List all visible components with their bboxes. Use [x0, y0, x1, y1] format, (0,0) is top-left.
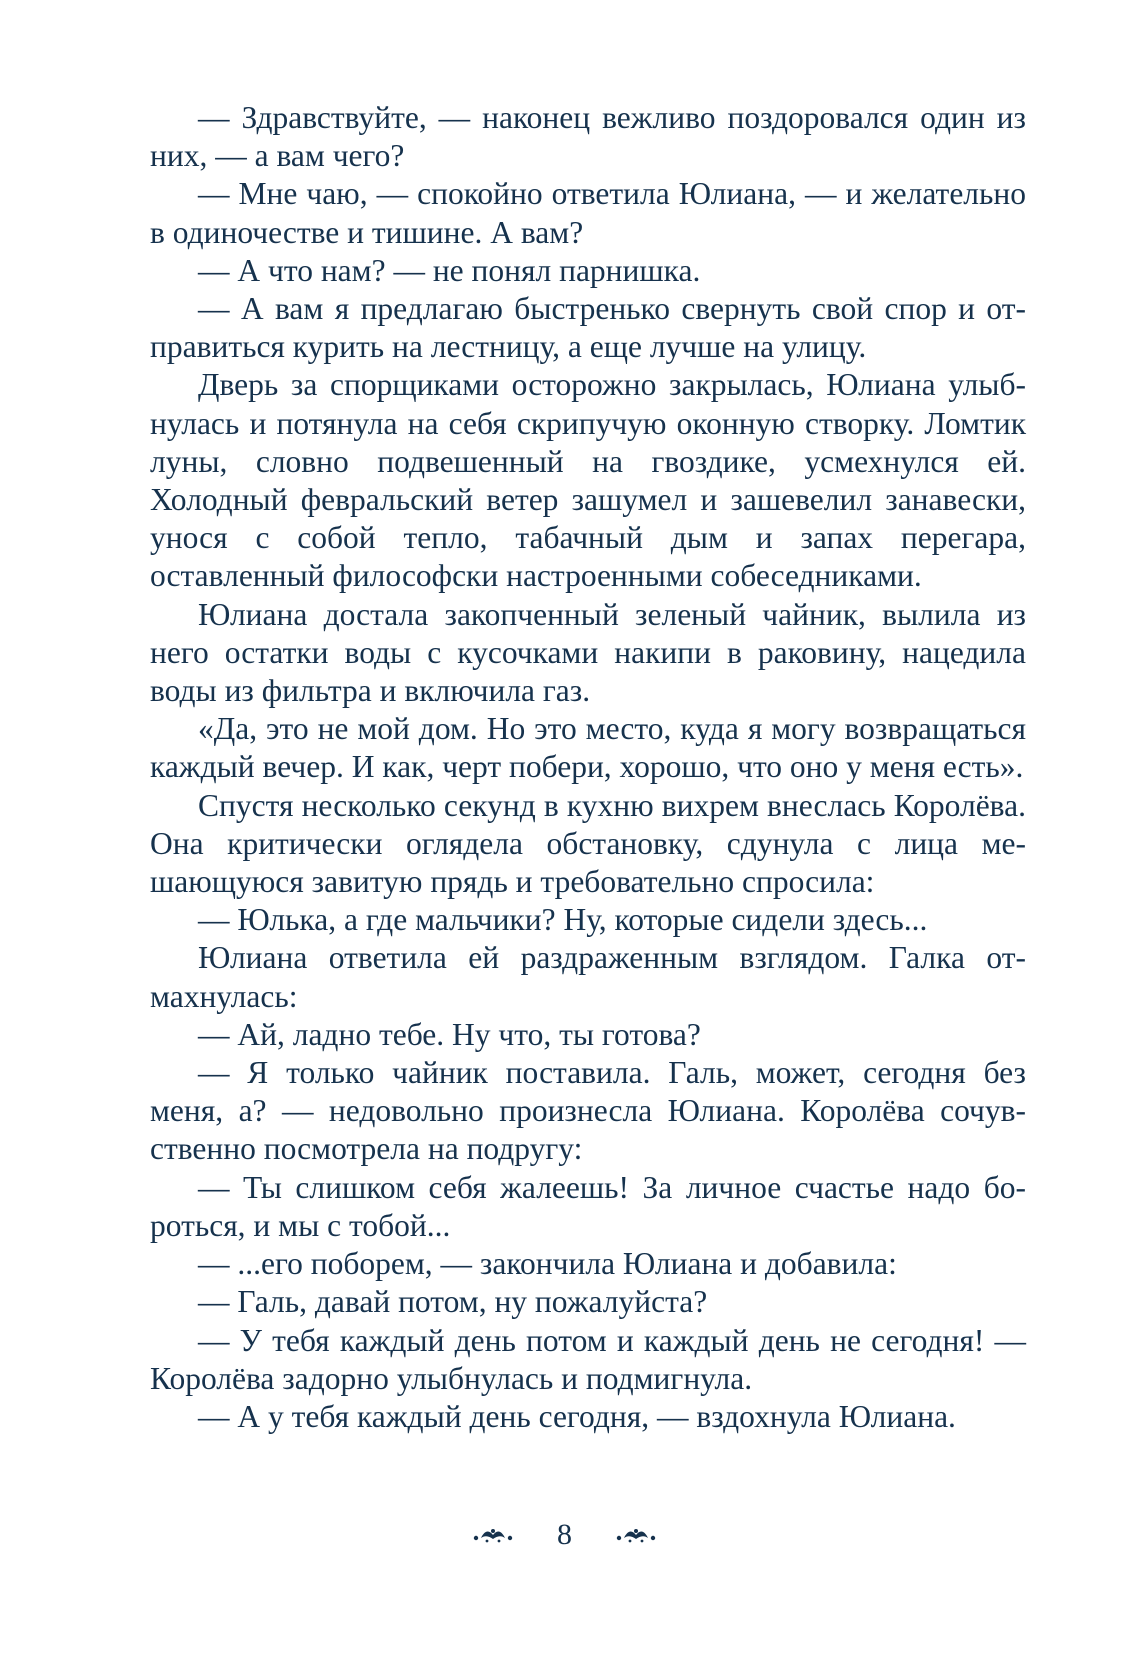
- paragraph: «Да, это не мой дом. Но это место, куда я могу возвращаться каждый вечер. И как, черт побери, хорошо, что оно у меня есть».: [150, 711, 1026, 785]
- page-body-text: [150, 99, 1026, 1436]
- paragraph: — Ты слишком себя жалеешь! За личное счастье надо бороться, и мы с тобой...: [150, 1169, 1026, 1243]
- paragraph: — Здравствуйте, — наконец вежливо поздоровался один из них, — а вам чего?: [150, 100, 1026, 174]
- page-footer: [0, 1515, 1129, 1555]
- paragraph: Юлиана достала закопченный зеленый чайник, вылила из него остатки воды с кусочками накипи в раковину, нацедила воды из фильтра и включила газ.: [150, 596, 1026, 709]
- paragraph: — Ай, ладно тебе. Ну что, ты готова?: [198, 1016, 701, 1052]
- paragraph: — А у тебя каждый день сегодня, — вздохнула Юлиана.: [198, 1398, 956, 1434]
- paragraph: Спустя несколько секунд в кухню вихрем внеслась Королёва. Она критически оглядела обстановку, сдунула с лица мешающуюся завитую прядь и требовательно спросила:: [150, 787, 1026, 900]
- paragraph: — Я только чайник поставила. Галь, может, сегодня без меня, а? — недовольно произнесла Юлиана. Королёва сочувственно посмотрела на подругу:: [150, 1055, 1026, 1167]
- paragraph: — Галь, давай потом, ну пожалуйста?: [198, 1284, 708, 1320]
- floral-ornament-icon: [471, 1524, 515, 1546]
- paragraph: — У тебя каждый день потом и каждый день не сегодня! — Королёва задорно улыбнулась и подмигнула.: [150, 1322, 1026, 1396]
- paragraph: — ...его поборем, — закончила Юлиана и добавила:: [198, 1246, 897, 1282]
- paragraph: — А вам я предлагаю быстренько свернуть свой спор и отправиться курить на лестницу, а еще лучше на улицу.: [150, 291, 1026, 365]
- paragraph: — А что нам? — не понял парнишка.: [198, 252, 701, 288]
- paragraph: Дверь за спорщиками осторожно закрылась, Юлиана улыбнулась и потянула на себя скрипучую оконную створку. Ломтик луны, словно подвешенный на гвоздике, усмехнулся ей. Холодный февральский ветер зашумел и зашевелил занавески, унося с собой тепло, табачный дым и запах перегара, оставленный философски настроенными собеседниками.: [150, 367, 1026, 594]
- paragraph: Юлиана ответила ей раздраженным взглядом. Галка отмахнулась:: [150, 940, 1026, 1014]
- paragraph: — Юлька, а где мальчики? Ну, которые сидели здесь...: [198, 902, 928, 938]
- paragraph: — Мне чаю, — спокойно ответила Юлиана, — и желательно в одиночестве и тишине. А вам?: [150, 176, 1026, 250]
- page-number: 8: [557, 1518, 572, 1551]
- floral-ornament-icon: [614, 1524, 658, 1546]
